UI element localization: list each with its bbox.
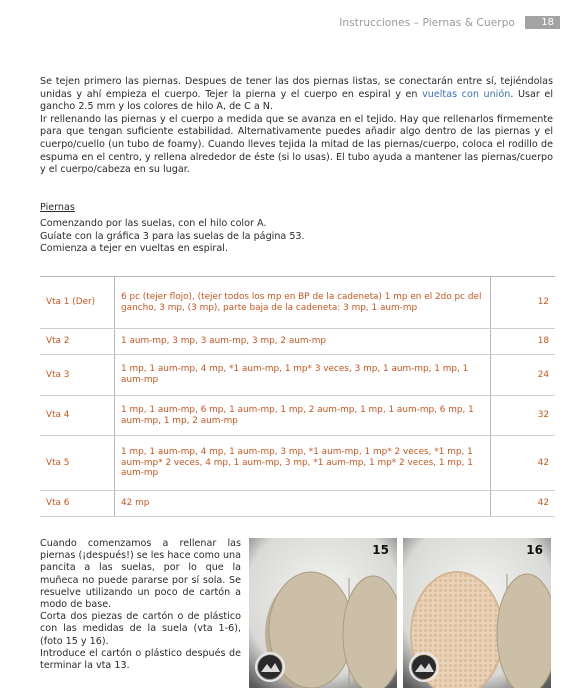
cardboard-tip-text xyxy=(40,538,241,672)
page-number: 18 xyxy=(525,16,560,29)
table-row xyxy=(40,436,555,491)
intro-text xyxy=(40,76,553,177)
photo-15 xyxy=(249,538,397,688)
stitch-count: 42 xyxy=(491,436,556,491)
intro-paragraph-2: Ir rellenando las piernas y el cuerpo a medida que se avanza en el tejido. Hay que rellenarlos firmemente para que tengan suficiente estabilidad. Alternativamente puedes añadir algo dentro de las piernas y el cuerpo/cuello (un tubo de foamy). Cuando lleves tejida la mitad de las piernas/cuerpo, coloca el rodillo de espuma en el centro, y rellena alrededor de éste (si lo usas). El tubo ayuda a mantener las piernas/cuerpo y el cuerpo/cabeza en su lugar. xyxy=(40,113,553,176)
photo-number: 15 xyxy=(372,543,389,557)
intro-p1-text: Se tejen primero las piernas. Despues de tener las dos piernas listas, se conectarán entre sí, tejiéndolas unidas y ahí empieza el cuerpo. Tejer la pierna y el cuerpo en espiral y en xyxy=(40,76,553,100)
intro-paragraph-1 xyxy=(40,76,553,114)
table-row xyxy=(40,355,555,396)
tip-paragraph-1: Cuando comenzamos a rellenar las piernas (¡después!) se les hace como una pancita a las suelas, por lo que la muñeca no puede pararse por sí sola. Se resuelve utilizando un poco de cartón a modo de base. xyxy=(40,538,241,611)
round-label: Vta 6 xyxy=(40,491,115,517)
photo-16 xyxy=(403,538,551,688)
page-header xyxy=(339,16,560,29)
round-instructions: 1 mp, 1 aum-mp, 4 mp, 1 aum-mp, 3 mp, *1 aum-mp, 1 mp* 2 veces, *1 mp, 1 aum-mp* 2 veces, 4 mp, 1 aum-mp, 3 mp, *1 aum-mp, 1 mp* 2 veces, 1 mp, 1 aum-mp xyxy=(115,436,491,491)
section-line-3: Comienza a tejer en vueltas en espiral. xyxy=(40,243,228,255)
section-line-2: Guíate con la gráfica 3 para las suelas de la página 53. xyxy=(40,230,305,242)
accent-term: vueltas con unión xyxy=(422,88,511,100)
rounds-table xyxy=(40,276,555,517)
round-label: Vta 3 xyxy=(40,355,115,396)
stitch-count: 24 xyxy=(491,355,556,396)
stitch-count: 18 xyxy=(491,329,556,355)
table-row xyxy=(40,277,555,329)
stitch-count: 12 xyxy=(491,277,556,329)
round-label: Vta 1 (Der) xyxy=(40,277,115,329)
section-title: Piernas xyxy=(40,202,75,213)
piernas-section xyxy=(40,202,305,256)
round-instructions: 1 mp, 1 aum-mp, 6 mp, 1 aum-mp, 1 mp, 2 aum-mp, 1 mp, 1 aum-mp, 6 mp, 1 aum-mp, 1 mp, 2 aum-mp xyxy=(115,396,491,436)
round-instructions: 1 mp, 1 aum-mp, 4 mp, *1 aum-mp, 1 mp* 3 veces, 3 mp, 1 aum-mp, 1 mp, 1 aum-mp xyxy=(115,355,491,396)
logo-icon xyxy=(409,652,439,682)
logo-icon xyxy=(255,652,285,682)
table-row xyxy=(40,396,555,436)
round-instructions: 1 aum-mp, 3 mp, 3 aum-mp, 3 mp, 2 aum-mp xyxy=(115,329,491,355)
round-label: Vta 5 xyxy=(40,436,115,491)
round-label: Vta 2 xyxy=(40,329,115,355)
table-row xyxy=(40,329,555,355)
tip-paragraph-3: Introduce el cartón o plástico después de terminar la vta 13. xyxy=(40,647,241,672)
round-label: Vta 4 xyxy=(40,396,115,436)
intro-p1-text-end: . Usar el gancho 2.5 mm y los colores de hilo A, de C a N. xyxy=(40,88,553,113)
header-title: Instrucciones – Piernas & Cuerpo xyxy=(339,16,515,29)
stitch-count: 42 xyxy=(491,491,556,517)
section-line-1: Comenzando por las suelas, con el hilo color A. xyxy=(40,218,267,230)
tip-paragraph-2: Corta dos piezas de cartón o de plástico con las medidas de la suela (vta 1-6), (foto 15 y 16). xyxy=(40,611,241,647)
table-row xyxy=(40,491,555,517)
round-instructions: 6 pc (tejer flojo), (tejer todos los mp en BP de la cadeneta) 1 mp en el 2do pc del gancho, 3 mp, (3 mp), parte baja de la cadeneta: 3 mp, 1 aum-mp xyxy=(115,277,491,329)
photo-number: 16 xyxy=(526,543,543,557)
stitch-count: 32 xyxy=(491,396,556,436)
round-instructions: 42 mp xyxy=(115,491,491,517)
